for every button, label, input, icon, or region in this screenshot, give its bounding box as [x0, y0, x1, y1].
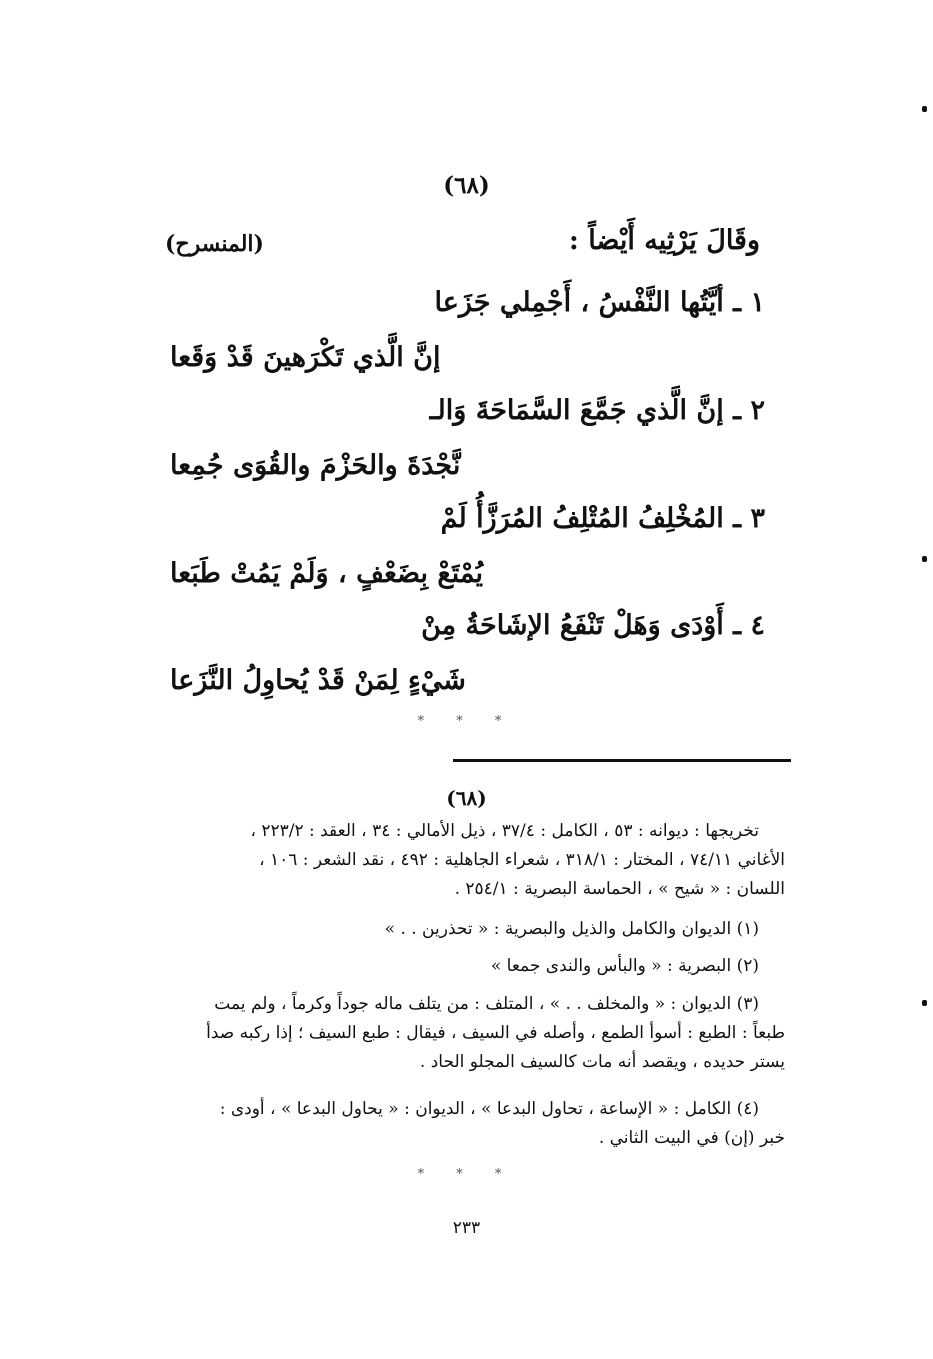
footnote-line: يستر حديده ، ويقصد أنه مات كالسيف المجلو الحاد .: [419, 1052, 785, 1072]
verse-second-hemistich: نَّجْدَةَ والحَزْمَ والقُوَى جُمِعا: [170, 450, 461, 481]
footnote-line: اللسان : « شيح » ، الحماسة البصرية : ٢٥٤/١ .: [454, 879, 785, 899]
verse-second-hemistich: إنَّ الَّذي تَكْرَهينَ قَدْ وَقَعا: [170, 342, 441, 373]
footnote-divider: [453, 759, 791, 762]
page-number: ٢٣٣: [452, 1218, 481, 1238]
margin-mark: [922, 556, 927, 562]
footnote-line: الأغاني ٧٤/١١ ، المختار : ٣١٨/١ ، شعراء الجاهلية : ٤٩٢ ، نقد الشعر : ١٠٦ ،: [259, 850, 785, 870]
footnote-line: (٣) الديوان : « والمخلف . . » ، المتلف : من يتلف ماله جوداً وكرماً ، ولم يمت: [214, 994, 759, 1014]
verse-first-hemistich: ٢ ـ إنَّ الَّذي جَمَّعَ السَّمَاحَةَ وَالـ: [429, 395, 765, 426]
footnote-number: (٦٨): [446, 786, 487, 810]
footnote-line: طبعاً : الطبع : أسوأ الطمع ، وأصله في السيف ، فيقال : طبع السيف ؛ إذا ركبه صدأ: [206, 1023, 785, 1043]
verse-second-hemistich: شَيْءٍ لِمَنْ قَدْ يُحاوِلُ النَّزَعا: [170, 665, 466, 696]
footnote-line: (١) الديوان والكامل والذيل والبصرية : « تحذرين . . »: [384, 919, 759, 939]
poem-meter: (المنسرح): [165, 231, 264, 257]
verse-first-hemistich: ٤ ـ أَوْدَى وَهَلْ تَنْفَعُ الإشَاحَةُ مِنْ: [421, 610, 765, 641]
poem-number: (٦٨): [443, 172, 490, 199]
margin-mark: [922, 1000, 927, 1006]
footnote-line: تخريجها : ديوانه : ٥٣ ، الكامل : ٣٧/٤ ، ذيل الأمالي : ٣٤ ، العقد : ٢٢٣/٢ ،: [250, 821, 759, 841]
footnote-2: [165, 952, 785, 981]
poem-header: [165, 225, 760, 265]
verse-first-hemistich: ٣ ـ المُخْلِفُ المُتْلِفُ المُرَزَّأُ لَمْ: [440, 503, 765, 534]
footnote-line: (٢) البصرية : « والبأس والندى جمعا »: [490, 956, 759, 976]
footnote-3: [165, 990, 785, 1077]
poem-separator: * * *: [417, 714, 516, 729]
poem-intro: وقَالَ يَرْثِيه أَيْضاً :: [568, 225, 760, 256]
margin-mark: [922, 106, 927, 112]
footnote-separator: * * *: [417, 1167, 516, 1182]
verse-first-hemistich: ١ ـ أيَّتُها النَّفْسُ ، أَجْمِلي جَزَعا: [434, 287, 765, 318]
footnote-line: (٤) الكامل : « الإساعة ، تحاول البدعا » ، الديوان : « يحاول البدعا » ، أودى :: [219, 1099, 759, 1119]
footnote-takhrij: [165, 817, 785, 904]
footnote-line: خبر (إن) في البيت الثاني .: [598, 1128, 785, 1148]
footnote-4: [165, 1095, 785, 1153]
footnote-1: [165, 915, 785, 944]
verse-second-hemistich: يُمْتَعْ بِضَعْفٍ ، وَلَمْ يَمُتْ طَبَعا: [170, 558, 484, 589]
